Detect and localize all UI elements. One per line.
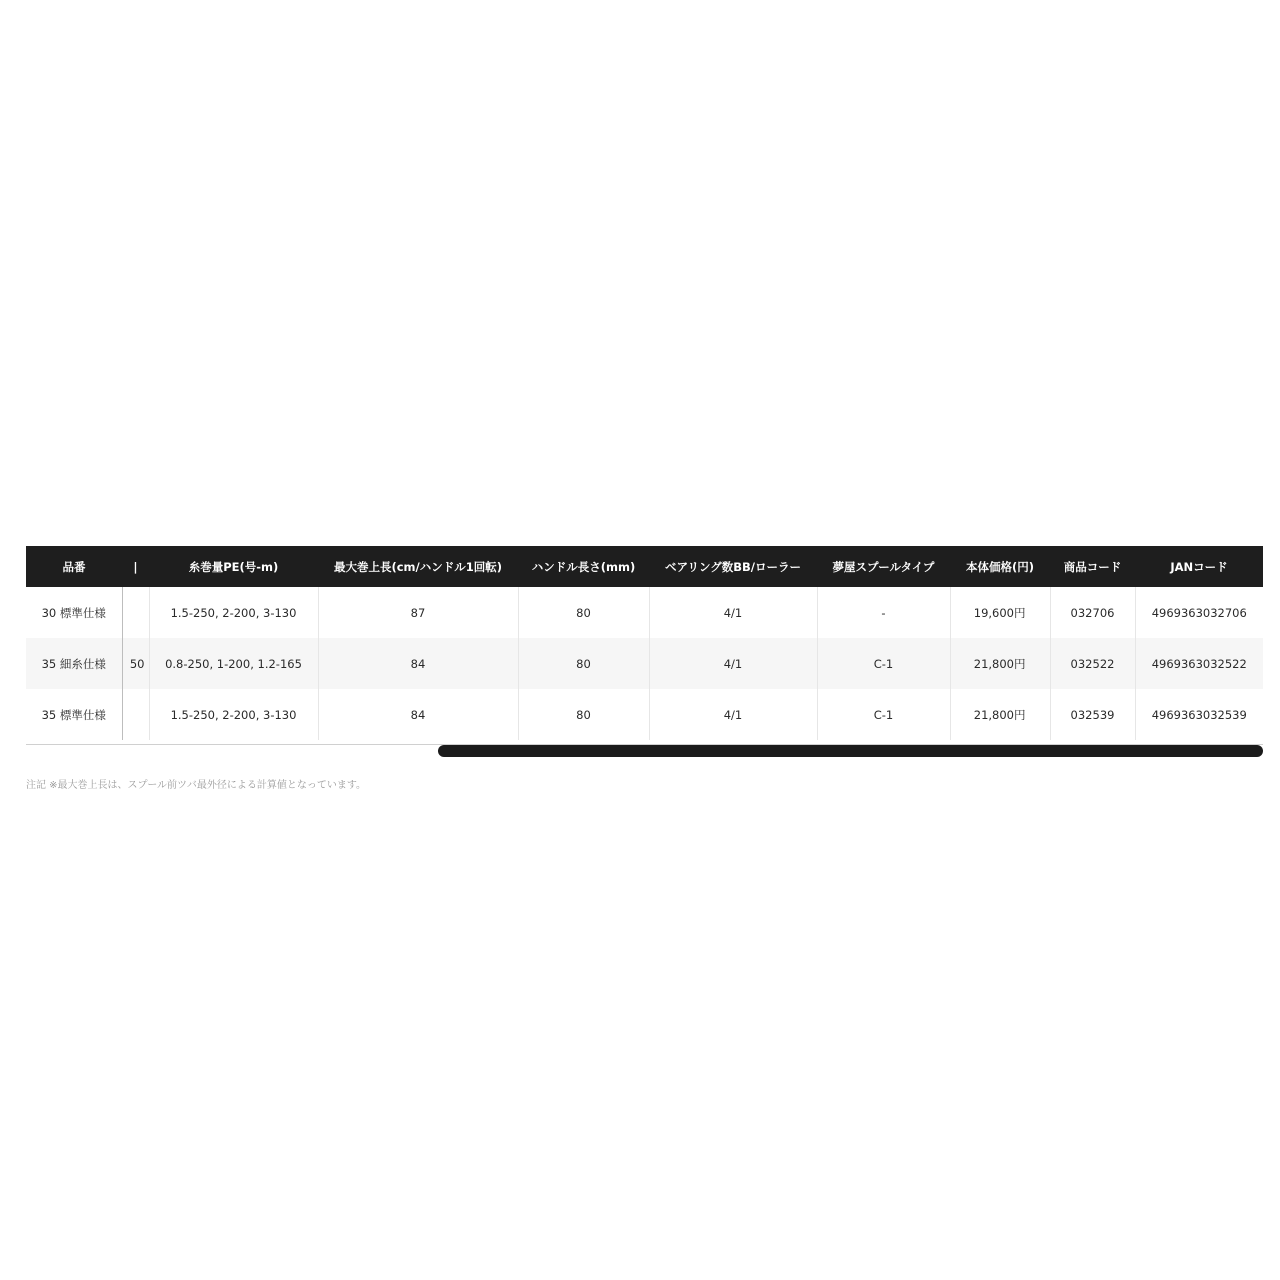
header-spool-type: 夢屋スプールタイプ (817, 546, 950, 587)
cell-jan-code: 4969363032706 (1135, 587, 1263, 638)
cell-line-capacity: 1.5-250, 2-200, 3-130 (149, 689, 318, 740)
cell-max-retrieve: 84 (318, 638, 518, 689)
footnote: 注記 ※最大巻上長は、スプール前ツバ最外径による計算値となっています。 (26, 780, 367, 791)
horizontal-scrollbar-track[interactable] (26, 744, 1263, 757)
cell-bearings: 4/1 (649, 689, 817, 740)
cell-price: 21,800円 (950, 638, 1050, 689)
cell-model: 30 標準仕様 (26, 587, 122, 638)
table-header-row (26, 546, 1263, 587)
cell-max-retrieve: 87 (318, 587, 518, 638)
cell-partial: 50 (122, 638, 149, 689)
cell-model: 35 標準仕様 (26, 689, 122, 740)
header-product-code: 商品コード (1050, 546, 1135, 587)
table-row (26, 587, 1263, 638)
cell-partial (122, 689, 149, 740)
cell-price: 19,600円 (950, 587, 1050, 638)
cell-jan-code: 4969363032539 (1135, 689, 1263, 740)
table-scroll-area[interactable] (26, 546, 1263, 744)
spec-table (26, 546, 1263, 740)
header-jan-code: JANコード (1135, 546, 1263, 587)
header-partial: | (122, 546, 149, 587)
cell-product-code: 032539 (1050, 689, 1135, 740)
cell-product-code: 032706 (1050, 587, 1135, 638)
cell-handle-length: 80 (518, 638, 649, 689)
cell-max-retrieve: 84 (318, 689, 518, 740)
horizontal-scrollbar-thumb[interactable] (438, 745, 1263, 757)
header-bearings: ベアリング数BB/ローラー (649, 546, 817, 587)
cell-spool-type: C-1 (817, 689, 950, 740)
cell-model: 35 細糸仕様 (26, 638, 122, 689)
cell-line-capacity: 0.8-250, 1-200, 1.2-165 (149, 638, 318, 689)
cell-bearings: 4/1 (649, 587, 817, 638)
cell-handle-length: 80 (518, 689, 649, 740)
cell-line-capacity: 1.5-250, 2-200, 3-130 (149, 587, 318, 638)
header-max-retrieve: 最大巻上長(cm/ハンドル1回転) (318, 546, 518, 587)
cell-spool-type: - (817, 587, 950, 638)
table-row (26, 638, 1263, 689)
header-handle-length: ハンドル長さ(mm) (518, 546, 649, 587)
table-row (26, 689, 1263, 740)
cell-price: 21,800円 (950, 689, 1050, 740)
cell-partial (122, 587, 149, 638)
header-line-capacity: 糸巻量PE(号-m) (149, 546, 318, 587)
cell-jan-code: 4969363032522 (1135, 638, 1263, 689)
cell-spool-type: C-1 (817, 638, 950, 689)
header-model: 品番 (26, 546, 122, 587)
cell-handle-length: 80 (518, 587, 649, 638)
spec-table-container (26, 546, 1263, 758)
header-price: 本体価格(円) (950, 546, 1050, 587)
cell-bearings: 4/1 (649, 638, 817, 689)
cell-product-code: 032522 (1050, 638, 1135, 689)
